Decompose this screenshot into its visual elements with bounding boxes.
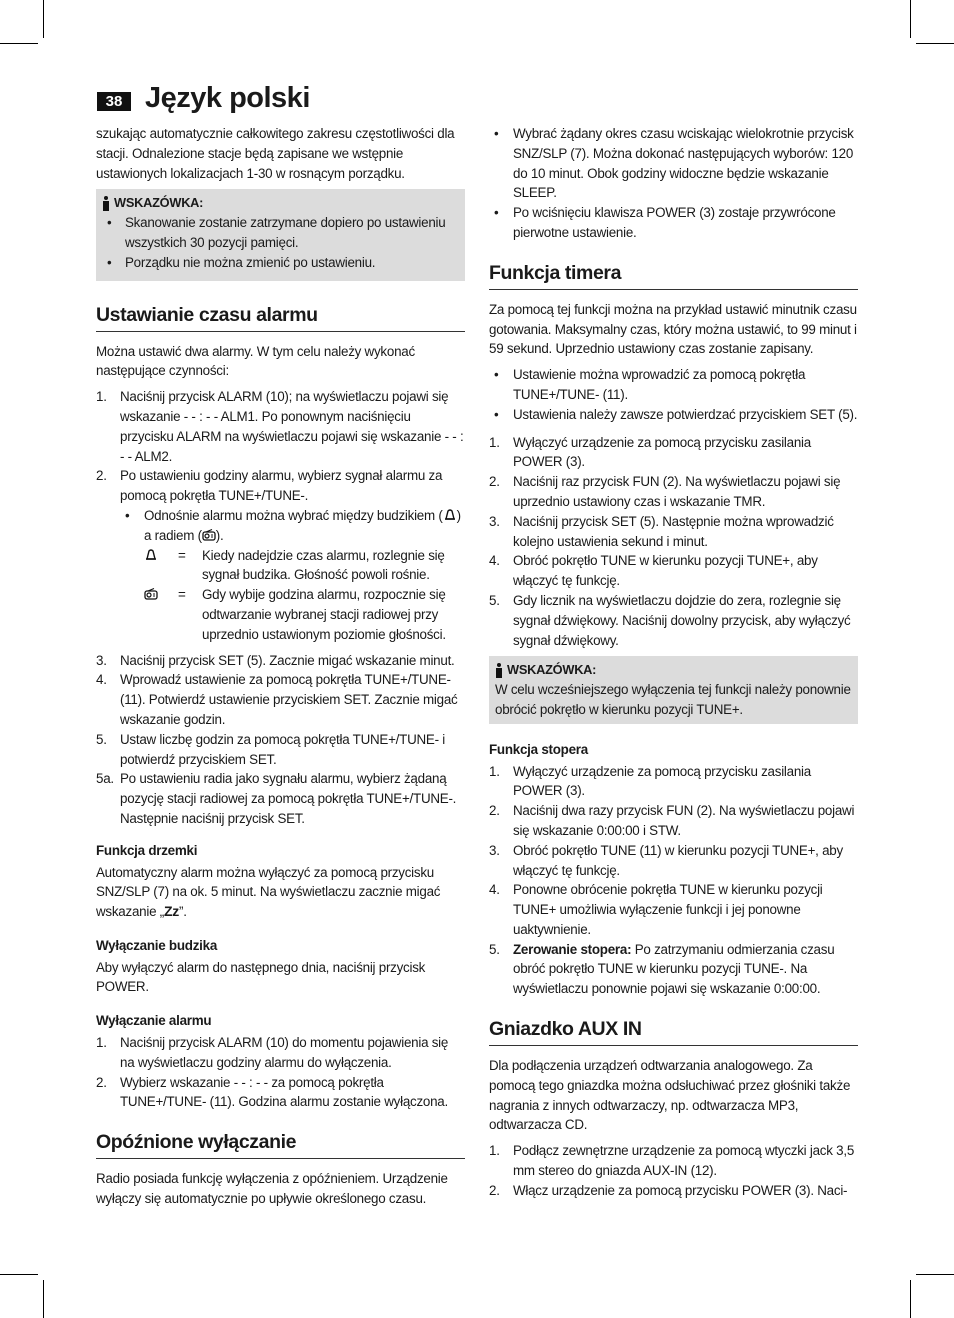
sleep-list <box>489 124 858 243</box>
step-text: Naciśnij przycisk SET (5). Zacznie migać wskazanie minut. <box>120 652 455 668</box>
step-number: 5. <box>489 941 500 957</box>
left-column <box>96 124 465 1215</box>
step-text: Po ustawieniu godziny alarmu, wybierz sygnał alarmu za pomocą pokrętła TUNE+/TUNE-. <box>120 468 443 504</box>
list-item <box>489 940 858 999</box>
step-text: Podłącz zewnętrzne urządzenie za pomocą wtyczki jack 3,5 mm stereo do gniazda AUX-IN (12). <box>513 1143 855 1179</box>
crop-mark <box>910 0 911 38</box>
equals-sign: = <box>178 587 186 603</box>
step-text: Naciśnij przycisk SET (5). Następnie można wprowadzić kolejno ustawienia sekund i minut. <box>513 513 834 549</box>
subheading-stopwatch: Funkcja stopera <box>489 741 588 757</box>
snooze-symbol: Zz <box>163 903 180 920</box>
crop-mark <box>43 0 44 38</box>
bell-icon <box>144 549 158 561</box>
step-number: 5a. <box>96 771 114 787</box>
list-item <box>489 433 858 473</box>
list-item <box>96 730 465 770</box>
snooze-text: ”. <box>179 904 187 920</box>
clock-off-paragraph: Aby wyłączyć alarm do następnego dnia, naciśnij przycisk POWER. <box>96 959 426 995</box>
step-number: 2. <box>96 468 107 484</box>
step-number: 1. <box>96 389 107 405</box>
section-heading-sleep: Opóźnione wyłączanie <box>96 1130 465 1159</box>
list-item <box>489 551 858 591</box>
section-heading-alarm: Ustawianie czasu alarmu <box>96 303 465 332</box>
step-number: 1. <box>489 434 500 450</box>
note-heading-label: WSKAZÓWKA: <box>507 662 597 678</box>
section-heading-aux: Gniazdko AUX IN <box>489 1017 858 1046</box>
list-item <box>489 512 858 552</box>
note-heading <box>102 193 459 213</box>
step-text: Gdy licznik na wyświetlaczu dojdzie do zera, rozlegnie się sygnał dźwiękowy. Naciśnij dowolny przycisk, aby wyłączyć sygnał dźwiękowy. <box>513 592 851 648</box>
step-text: Po ustawieniu radia jako sygnału alarmu, wybierz żądaną pozycję stacji radiowej za pomocą pokrętła TUNE+/TUNE-. Następnie naciśnij przycisk SET. <box>120 771 457 826</box>
step-number: 2. <box>96 1074 107 1090</box>
note-text: W celu wcześniejszego wyłączenia tej funkcji należy ponownie obrócić pokrętło w kierunku pozycji TUNE+. <box>495 682 851 717</box>
step-number: 5. <box>96 731 107 747</box>
subheading-alarm-off: Wyłączanie alarmu <box>96 1013 212 1029</box>
crop-mark <box>0 1274 38 1275</box>
list-item: • Porządku nie można zmienić po ustawieniu. <box>102 253 459 273</box>
note-box <box>96 189 465 280</box>
crop-mark <box>916 43 954 44</box>
list-item: • Ustawienia należy zawsze potwierdzać przyciskiem SET (5). <box>489 405 858 425</box>
step-number: 3. <box>489 842 500 858</box>
definition-text: Gdy wybije godzina alarmu, rozpocznie się odtwarzanie wybranej stacji radiowej przy uprzednio ustawionym poziomie głośności. <box>202 587 446 642</box>
sub-text: Odnośnie alarmu można wybrać między budzikiem ( <box>144 507 443 523</box>
crop-mark <box>916 1274 954 1275</box>
step-number: 2. <box>489 803 500 819</box>
intro-paragraph: szukając automatycznie całkowitego zakresu częstotliwości dla stacji. Odnalezione stacje będą zapisane we wstępnie ustawionych lokalizacjach 1-30 w rosnącym porządku. <box>96 126 455 181</box>
list-item <box>96 670 465 729</box>
info-icon <box>102 196 110 211</box>
note-box <box>489 656 858 723</box>
step-number: 1. <box>96 1035 107 1051</box>
note-heading-label: WSKAZÓWKA: <box>114 195 204 211</box>
radio-icon <box>202 529 216 541</box>
sleep-paragraph: Radio posiada funkcję wyłączenia z opóźnieniem. Urządzenie wyłączy się automatycznie po upływie określonego czasu. <box>96 1171 448 1207</box>
alarm-intro: Można ustawić dwa alarmy. W tym celu należy wykonać następujące czynności: <box>96 343 415 379</box>
alarm-definitions <box>144 546 465 645</box>
snooze-text: Automatyczny alarm można wyłączyć za pomocą przycisku SNZ/SLP (7) na ok. 5 minut. Na wyświetlaczu zacznie migać wskazanie „ <box>96 864 441 920</box>
list-item <box>489 880 858 939</box>
page-title: Język polski <box>145 82 310 114</box>
step-number: 4. <box>489 882 500 898</box>
definition-row <box>144 546 465 586</box>
alarm-steps-continued <box>96 651 465 829</box>
alarm-off-steps <box>96 1033 465 1112</box>
list-item: • Wybrać żądany okres czasu wciskając wielokrotnie przycisk SNZ/SLP (7). Można dokonać następujących wyborów: 120 do 10 minut. Obok godziny widoczne będzie wskazanie SLEEP. <box>489 124 858 203</box>
snooze-paragraph <box>96 863 465 922</box>
aux-intro: Dla podłączenia urządzeń odtwarzania analogowego. Za pomocą tego gniazdka można odsłuchiwać przez głośniki także nagrania z innych odtwarzaczy, np. odtwarzacza MP3, odtwarzacza CD. <box>489 1058 851 1133</box>
list-item <box>489 1181 858 1201</box>
stopwatch-steps <box>489 762 858 1000</box>
list-item <box>489 472 858 512</box>
note-heading <box>495 660 852 680</box>
step-text: Naciśnij przycisk ALARM (10) do momentu pojawienia się na wyświetlaczu godziny alarmu do wyłączenia. <box>120 1035 449 1070</box>
step-number: 1. <box>489 763 500 779</box>
list-item <box>96 387 465 466</box>
note-list <box>102 213 459 272</box>
timer-steps <box>489 433 858 651</box>
step-text: Naciśnij przycisk ALARM (10); na wyświetlaczu pojawi się wskazanie - - : - - ALM1. Po ponownym naciśnięciu przycisku ALARM na wyświetlaczu pojawi się wskazanie - - : - - ALM2. <box>120 389 464 464</box>
step-number: 4. <box>96 672 107 688</box>
section-heading-timer: Funkcja timera <box>489 261 858 290</box>
step-text: Obróć pokrętło TUNE (11) w kierunku pozycji TUNE+, aby włączyć tę funkcję. <box>513 842 843 878</box>
bell-icon <box>443 509 457 521</box>
step-text: Wyłączyć urządzenie za pomocą przycisku zasilania POWER (3). <box>513 434 811 470</box>
list-item <box>96 651 465 671</box>
crop-mark <box>910 1280 911 1318</box>
list-item <box>489 841 858 881</box>
timer-intro: Za pomocą tej funkcji można na przykład ustawić minutnik czasu gotowania. Maksymalny czas, który można ustawić, to 99 minut i 59 sekund. Uprzednio ustawiony czas zostanie zapisany. <box>489 301 857 357</box>
step-number: 3. <box>489 513 500 529</box>
step-text: Ustaw liczbę godzin za pomocą pokrętła TUNE+/TUNE- i potwierdź przyciskiem SET. <box>120 731 445 767</box>
list-item <box>96 1073 465 1113</box>
step-text: Po zatrzymaniu odmierzania czasu obróć pokrętło TUNE w kierunku pozycji TUNE-. Na wyświetlaczu ponownie pojawi się wskazanie 0:00:00. <box>513 941 835 997</box>
list-item: • Ustawienie można wprowadzić za pomocą pokrętła TUNE+/TUNE- (11). <box>489 365 858 405</box>
list-item <box>96 1033 465 1073</box>
definition-row <box>144 585 465 644</box>
step-text: Naciśnij dwa razy przycisk FUN (2). Na wyświetlaczu pojawi się wskazanie 0:00:00 i STW. <box>513 803 855 838</box>
list-item <box>489 591 858 650</box>
step-number: 5. <box>489 592 500 608</box>
equals-sign: = <box>178 547 186 563</box>
list-item <box>120 506 465 546</box>
definition-text: Kiedy nadejdzie czas alarmu, rozlegnie się sygnał budzika. Głośność powoli rośnie. <box>202 547 445 583</box>
list-item <box>489 801 858 841</box>
alarm-steps <box>96 387 465 644</box>
list-item: • Skanowanie zostanie zatrzymane dopiero po ustawieniu wszystkich 30 pozycji pamięci. <box>102 213 459 253</box>
subheading-clock-off: Wyłączanie budzika <box>96 937 218 953</box>
list-item <box>96 769 465 828</box>
step-text: Naciśnij raz przycisk FUN (2). Na wyświetlaczu pojawi się uprzednio ustawiony czas i wskazanie TMR. <box>513 474 841 509</box>
step-text: Wybierz wskazanie - - : - - za pomocą pokrętła TUNE+/TUNE- (11). Godzina alarmu zostanie wyłączona. <box>120 1074 448 1110</box>
step-number: 2. <box>489 1182 500 1198</box>
step-text: Ponowne obrócenie pokrętła TUNE w kierunku pozycji TUNE+ umożliwia wyłączenie funkcji i jej ponowne uaktywnienie. <box>513 882 823 937</box>
alarm-sub-list <box>120 506 465 546</box>
sub-text: ) a radiem ( <box>144 507 461 543</box>
list-item <box>96 466 465 644</box>
step-number: 2. <box>489 474 500 490</box>
list-item <box>489 1141 858 1181</box>
subheading-snooze: Funkcja drzemki <box>96 842 198 858</box>
step-number: 4. <box>489 553 500 569</box>
step-text: Włącz urządzenie za pomocą przycisku POWER (3). Naci- <box>513 1182 848 1198</box>
timer-bullets <box>489 365 858 424</box>
list-item <box>489 762 858 802</box>
step-number: 3. <box>96 652 107 668</box>
step-number: 1. <box>489 1143 500 1159</box>
aux-steps <box>489 1141 858 1200</box>
step-bold-label: Zerowanie stopera: <box>513 941 632 957</box>
page-number: 38 <box>97 92 131 111</box>
step-text: Obróć pokrętło TUNE w kierunku pozycji TUNE+, aby włączyć tę funkcję. <box>513 553 818 589</box>
sub-text: ). <box>215 527 224 543</box>
crop-mark <box>0 43 38 44</box>
info-icon <box>495 663 503 678</box>
list-item: • Po wciśnięciu klawisza POWER (3) zostaje przywrócone pierwotne ustawienie. <box>489 203 858 243</box>
step-text: Wyłączyć urządzenie za pomocą przycisku zasilania POWER (3). <box>513 763 811 799</box>
radio-icon <box>144 588 158 600</box>
right-column <box>489 124 858 1205</box>
crop-mark <box>43 1280 44 1318</box>
step-text: Wprowadź ustawienie za pomocą pokrętła TUNE+/TUNE- (11). Potwierdź ustawienie przyciskiem SET. Zacznie migać wskazanie godzin. <box>120 672 458 727</box>
